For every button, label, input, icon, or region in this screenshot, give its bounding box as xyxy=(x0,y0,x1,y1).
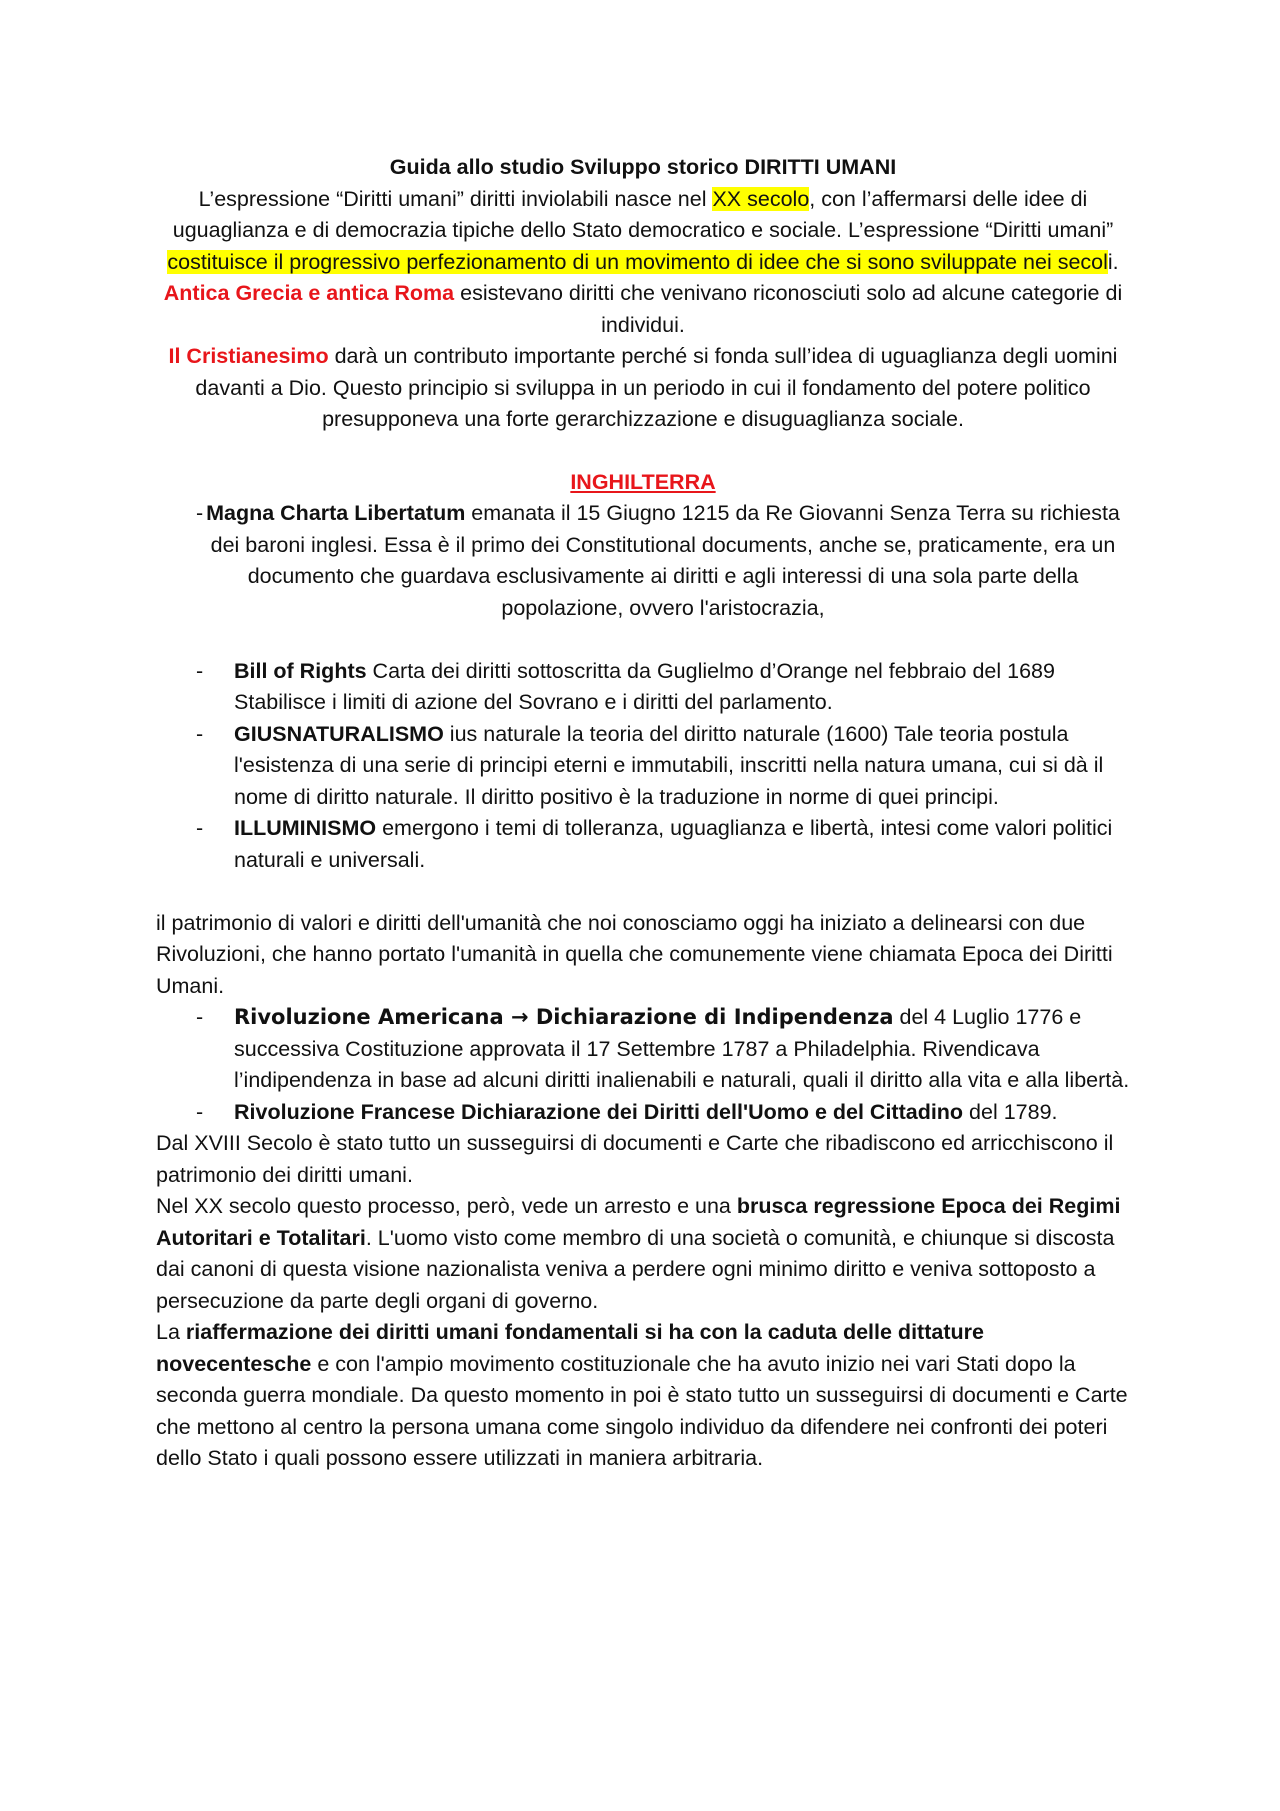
inghilterra-list xyxy=(156,498,1130,876)
list-dash: - xyxy=(196,816,204,840)
list-spacer xyxy=(156,624,1130,656)
list-dash: - xyxy=(196,1099,204,1124)
cristianesimo-paragraph xyxy=(156,341,1130,436)
intro-paragraph xyxy=(156,184,1130,279)
intro-text-3: i. xyxy=(1107,249,1119,274)
riaffermazione-bold: riaffermazione dei diritti umani fondamentali si ha con la caduta delle dittature novecentesche xyxy=(156,1320,984,1376)
document-title: Guida allo studio Sviluppo storico DIRITTI UMANI xyxy=(389,155,897,179)
rivoluzioni-list xyxy=(156,1002,1130,1128)
spacer xyxy=(156,876,1130,908)
list-item-title: GIUSNATURALISMO xyxy=(234,721,444,746)
list-item-giusnaturalismo xyxy=(156,719,1130,814)
list-item-text: del 4 Luglio 1776 e successiva Costituzione approvata il 17 Settembre 1787 a Philadelphia. Rivendicava l’indipendenza in base ad alcuni diritti inalienabili e naturali, quali il diritto alla vita e alla libertà. xyxy=(234,1005,1130,1092)
xx-text-2: . L'uomo visto come membro di una società o comunità, e chiunque si discosta dai canoni di questa visione nazionalista veniva a perdere ogni minimo diritto e veniva sottoposto a persecuzione da parte degli organi di governo. xyxy=(156,1225,1115,1313)
intro-text-2: , con l’affermarsi delle idee di uguaglianza e di democrazia tipiche dello Stato democratico e sociale. L’espressione “Diritti umani” xyxy=(172,186,1114,242)
grecia-text: esistevano diritti che venivano riconosciuti solo ad alcune categorie di individui. xyxy=(454,281,1123,337)
list-item-title: ILLUMINISMO xyxy=(234,816,377,840)
xx-text-1: Nel XX secolo questo processo, però, vede un arresto e una xyxy=(156,1194,737,1218)
list-item-text: del 1789. xyxy=(963,1099,1058,1124)
cristianesimo-text: darà un contributo importante perché si fonda sull’idea di uguaglianza degli uomini davanti a Dio. Questo principio si sviluppa in un periodo in cui il fondamento del potere politico presupponeva una forte gerarchizzazione e disuguaglianza sociale. xyxy=(195,344,1118,431)
list-item-title: Rivoluzione Francese Dichiarazione dei Diritti dell'Uomo e del Cittadino xyxy=(234,1099,964,1124)
inghilterra-heading-row xyxy=(156,467,1130,499)
list-item-title: Bill of Rights xyxy=(234,658,367,683)
xx-bold: brusca regressione Epoca dei Regimi Autoritari e Totalitari xyxy=(156,1194,1121,1250)
grecia-paragraph xyxy=(156,278,1130,341)
riaffermazione-paragraph xyxy=(156,1317,1130,1475)
xviii-paragraph: Dal XVIII Secolo è stato tutto un susseguirsi di documenti e Carte che ribadiscono ed arricchiscono il patrimonio dei diritti umani. xyxy=(156,1131,1114,1187)
list-dash: - xyxy=(196,501,204,525)
list-item-text: emergono i temi di tolleranza, uguaglianza e libertà, intesi come valori politici naturali e universali. xyxy=(234,816,1113,872)
list-item-text: emanata il 15 Giugno 1215 da Re Giovanni Senza Terra su richiesta dei baroni inglesi. Essa è il primo dei Constitutional documents, anche se, praticamente, era un documento che guardava esclusivamente ai diritti e agli interessi di una sola parte della popolazione, ovvero l'aristocrazia, xyxy=(210,501,1120,620)
list-item-illuminismo xyxy=(156,813,1130,876)
riaffermazione-text-1: La xyxy=(156,1320,186,1344)
list-item-rivoluzione-francese xyxy=(156,1097,1130,1129)
patrimonio-paragraph: il patrimonio di valori e diritti dell'umanità che noi conosciamo oggi ha iniziato a delinearsi con due Rivoluzioni, che hanno portato l'umanità in quella che comunemente viene chiamata Epoca dei Diritti Umani. xyxy=(156,910,1113,998)
intro-highlight-2: costituisce il progressivo perfezionamento di un movimento di idee che si sono sviluppate nei secol xyxy=(167,249,1108,274)
list-dash: - xyxy=(196,721,204,746)
intro-highlight-1: XX secolo xyxy=(712,186,810,211)
riaffermazione-text-2: e con l'ampio movimento costituzionale che ha avuto inizio nei vari Stati dopo la seconda guerra mondiale. Da questo momento in poi è stato tutto un susseguirsi di documenti e Carte che mettono al centro la persona umana come singolo individuo da difendere nei confronti dei poteri dello Stato i quali possono essere utilizzati in maniera arbitraria. xyxy=(156,1351,1128,1470)
list-item-magna-charta xyxy=(156,498,1130,624)
list-dash: - xyxy=(196,658,204,683)
list-item-text: ius naturale la teoria del diritto naturale (1600) Tale teoria postula l'esistenza di una serie di principi eterni e immutabili, inscritti nella natura umana, cui si dà il nome di diritto naturale. Il diritto positivo è la traduzione in norme di quei principi. xyxy=(234,721,1104,809)
list-item-title: Rivoluzione Americana → Dichiarazione di Indipendenza xyxy=(234,1005,894,1029)
grecia-label: Antica Grecia e antica Roma xyxy=(163,281,455,305)
list-item-text: Carta dei diritti sottoscritta da Guglielmo d’Orange nel febbraio del 1689 Stabilisce i limiti di azione del Sovrano e i diritti del parlamento. xyxy=(234,658,1055,714)
inghilterra-heading: INGHILTERRA xyxy=(570,469,716,494)
list-dash: - xyxy=(196,1005,204,1029)
list-item-rivoluzione-americana xyxy=(156,1002,1130,1097)
intro-text-1: L’espressione “Diritti umani” diritti inviolabili nasce nel xyxy=(198,186,713,211)
list-item-bill-of-rights xyxy=(156,656,1130,719)
xx-paragraph xyxy=(156,1191,1130,1317)
list-item-title: Magna Charta Libertatum xyxy=(206,501,466,525)
cristianesimo-label: Il Cristianesimo xyxy=(168,344,329,368)
